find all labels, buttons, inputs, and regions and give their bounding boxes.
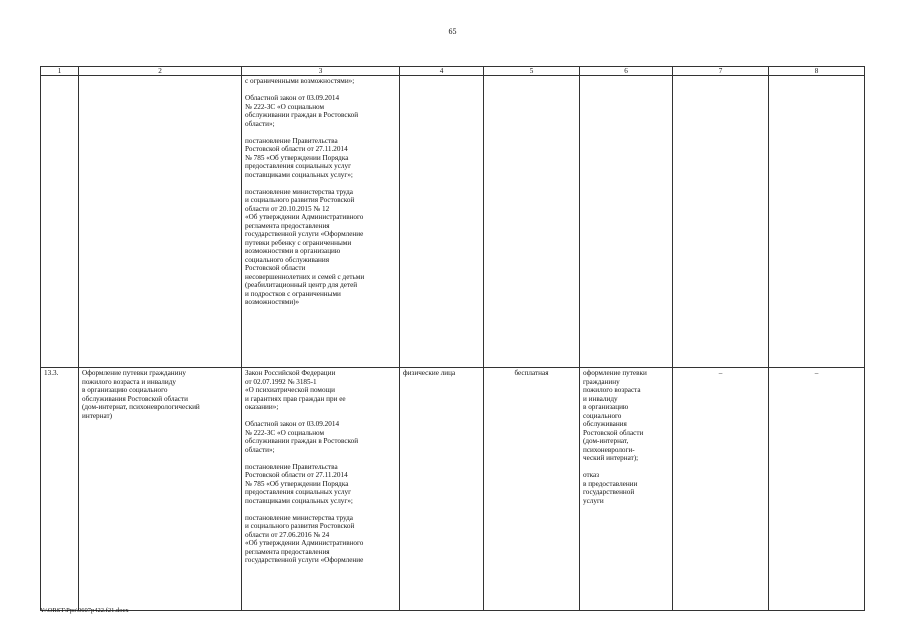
legal-basis-paragraph: постановление Правительства Ростовской области от 27.11.2014 № 785 «Об утверждении Порядка предоставления социальных услуг поставщиками социальных услуг»; xyxy=(245,462,353,505)
continued-num-cell xyxy=(41,76,79,368)
row-number-cell: 13.3. xyxy=(41,368,79,611)
col7-cell: – xyxy=(673,368,769,611)
legal-basis-paragraph: постановление министерства труда и социального развития Ростовской области от 20.10.2015 № 12 «Об утверждении Административного регламента предоставления государственной услуги «Оформление путевки ребенку с ограниченными возможностями в организацию социального обслуживания Ростовской области несовершеннолетних и семей с детьми (реабилитационный центр для детей и подростков с ограниченными возможностями)» xyxy=(245,187,365,306)
column-number-5: 5 xyxy=(484,67,580,76)
column-number-6: 6 xyxy=(580,67,673,76)
services-table xyxy=(40,66,865,611)
result-paragraph: отказ в предоставлении государственной услуги xyxy=(583,471,638,505)
col8-cell: – xyxy=(769,368,865,611)
result-cell xyxy=(580,368,673,611)
legal-basis-paragraph: постановление Правительства Ростовской области от 27.11.2014 № 785 «Об утверждении Порядка предоставления социальных услуг поставщиками социальных услуг»; xyxy=(245,136,353,179)
legal-basis-paragraph: Областной закон от 03.09.2014 № 222-ЗС «О социальном обслуживании граждан в Ростовской области»; xyxy=(245,420,359,454)
legal-basis-paragraph: Областной закон от 03.09.2014 № 222-ЗС «О социальном обслуживании граждан в Ростовской области»; xyxy=(245,94,359,128)
column-number-4: 4 xyxy=(400,67,484,76)
service-name-cell: Оформление путевки гражданину пожилого возраста и инвалиду в организацию социального обслуживания Ростовской области (дом-интернат, психоневрологический интернат) xyxy=(79,368,242,611)
legal-basis-paragraph: постановление министерства труда и социального развития Ростовской области от 27.06.2016 № 24 «Об утверждении Административного регламента предоставления государственной услуги «Оформление xyxy=(245,513,364,564)
file-path-footer: Y:\ORST\Ppo\0607p422.f21.docx xyxy=(40,607,129,614)
column-number-8: 8 xyxy=(769,67,865,76)
table-row-continued xyxy=(41,76,865,368)
column-number-2: 2 xyxy=(79,67,242,76)
recipients-cell: физические лица xyxy=(400,368,484,611)
continued-col7-cell xyxy=(673,76,769,368)
continued-col4-cell xyxy=(400,76,484,368)
column-number-header-row xyxy=(41,67,865,76)
legal-basis-cell xyxy=(242,368,400,611)
continued-col6-cell xyxy=(580,76,673,368)
payment-cell: бесплатная xyxy=(484,368,580,611)
column-number-7: 7 xyxy=(673,67,769,76)
continued-legal-basis-cell xyxy=(242,76,400,368)
column-number-3: 3 xyxy=(242,67,400,76)
page-number: 65 xyxy=(448,27,457,36)
result-paragraph: оформление путевки гражданину пожилого возраста и инвалиду в организацию социального обслуживания Ростовской области (дом-интернат, психоневрологи- ческий интернат); xyxy=(583,369,647,462)
continued-col8-cell xyxy=(769,76,865,368)
continued-name-cell xyxy=(79,76,242,368)
continued-col5-cell xyxy=(484,76,580,368)
legal-basis-paragraph: Закон Российской Федерации от 02.07.1992 № 3185-1 «О психиатрической помощи и гарантиях прав граждан при ее оказании»; xyxy=(245,369,346,411)
legal-basis-paragraph: с ограниченными возможностями»; xyxy=(245,77,355,85)
table-row-13-3 xyxy=(41,368,865,611)
column-number-1: 1 xyxy=(41,67,79,76)
